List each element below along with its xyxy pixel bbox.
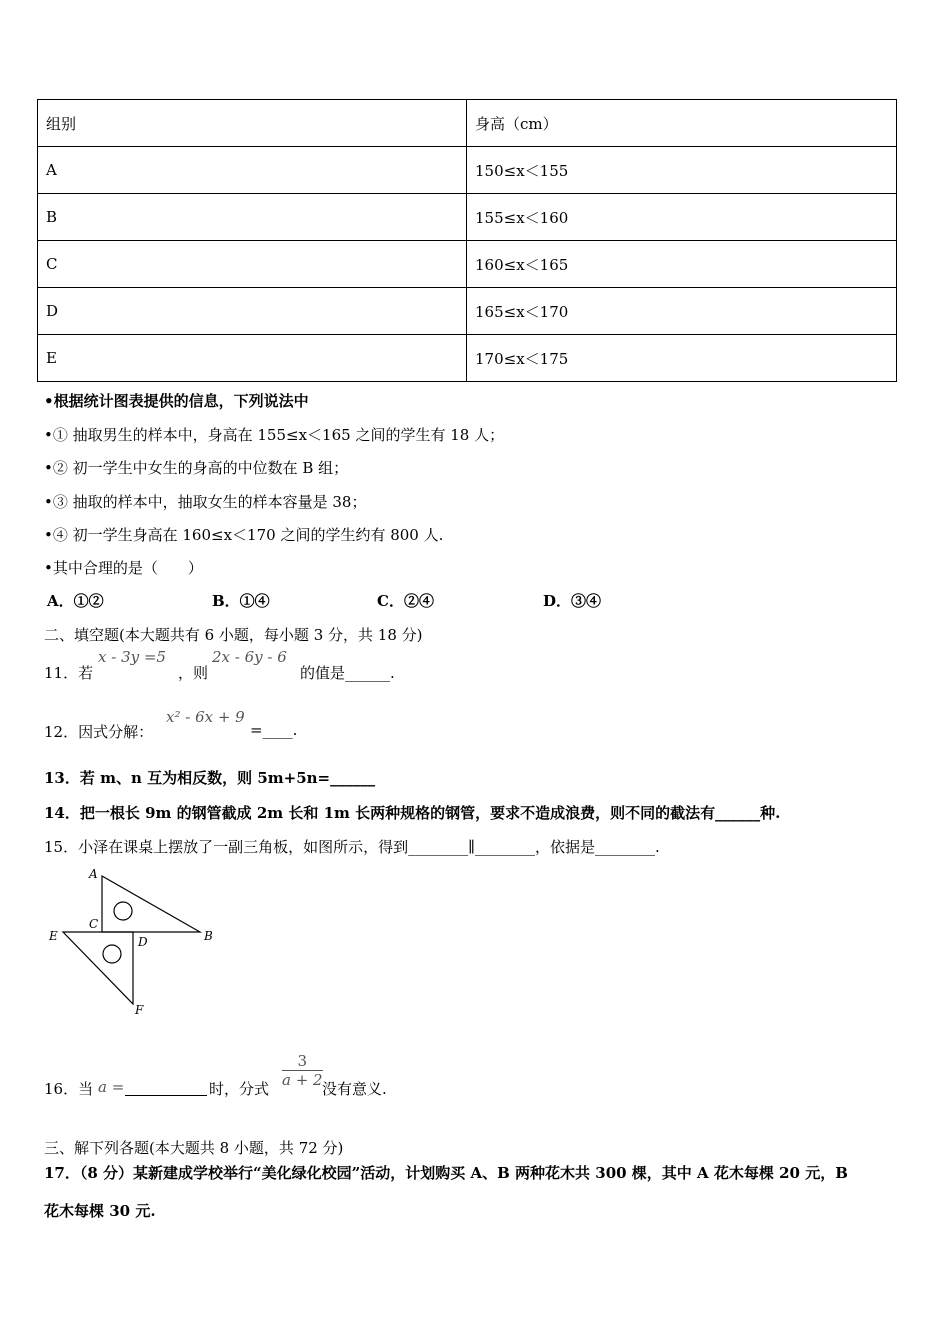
option-c[interactable]: C．②④ [377, 592, 434, 610]
q10-statement-2: •② 初一学生中女生的身高的中位数在 B 组； [44, 459, 349, 477]
table-row [38, 194, 897, 241]
triangle-hole-bottom [103, 945, 121, 963]
q10-statement-1: •① 抽取男生的样本中，身高在 155≤x＜165 之间的学生有 18 人； [44, 426, 505, 444]
height-group-table [37, 99, 897, 382]
q10-question: •其中合理的是（ ） [44, 559, 203, 577]
fraction-denominator: a + 2 [282, 1071, 323, 1089]
q13-text: 13．若 m、n 互为相反数，则 5m+5n=______ [44, 769, 376, 787]
triangle-set-figure [45, 866, 225, 1026]
option-d[interactable]: D．③④ [543, 592, 602, 610]
section-2-heading: 二、填空题(本大题共有 6 小题，每小题 3 分，共 18 分) [44, 626, 423, 644]
triangle-hole-top [114, 902, 132, 920]
table-row [38, 147, 897, 194]
q10-intro: •根据统计图表提供的信息，下列说法中 [44, 392, 309, 410]
table-header-cell: 身高（cm） [467, 100, 897, 147]
q10-statement-3: •③ 抽取的样本中，抽取女生的样本容量是 38； [44, 493, 367, 511]
table-cell: A [38, 147, 467, 194]
table-cell: 160≤x＜165 [467, 241, 897, 288]
q11-equation: x - 3y =5 [98, 648, 166, 666]
q16-fraction [282, 1052, 323, 1089]
table-row [38, 335, 897, 382]
table-header-cell: 组别 [38, 100, 467, 147]
q12-polynomial: x² - 6x + 9 [166, 708, 245, 726]
table-cell: 165≤x＜170 [467, 288, 897, 335]
label-f: F [135, 1003, 144, 1017]
q16-answer-blank[interactable] [125, 1094, 207, 1096]
label-a: A [89, 867, 98, 881]
table-cell: C [38, 241, 467, 288]
table-row [38, 288, 897, 335]
q15-text: 15．小泽在课桌上摆放了一副三角板，如图所示，得到________∥________，依据是________. [44, 838, 660, 856]
q16-variable: a = [98, 1078, 125, 1096]
table-row [38, 241, 897, 288]
label-b: B [204, 929, 213, 943]
q16-suffix: 没有意义. [322, 1080, 387, 1098]
table-cell: 170≤x＜175 [467, 335, 897, 382]
triangle-edf [63, 932, 133, 1004]
label-d: D [138, 935, 148, 949]
option-b[interactable]: B．①④ [212, 592, 270, 610]
q10-statement-4: •④ 初一学生身高在 160≤x＜170 之间的学生约有 800 人. [44, 526, 444, 544]
q11-suffix: 的值是______. [300, 664, 395, 682]
table-cell: E [38, 335, 467, 382]
q16-prefix: 16．当 [44, 1080, 94, 1098]
q11-prefix: 11．若 [44, 664, 94, 682]
q12-prefix: 12．因式分解： [44, 723, 154, 741]
label-c: C [89, 917, 99, 931]
fraction-numerator: 3 [282, 1052, 323, 1071]
q11-then: ，则 [178, 664, 209, 682]
q16-middle: 时，分式 [209, 1080, 270, 1098]
table-cell: 155≤x＜160 [467, 194, 897, 241]
table-header-row [38, 100, 897, 147]
q14-text: 14．把一根长 9m 的钢管截成 2m 长和 1m 长两种规格的钢管，要求不造成浪费，则不同的截法有______种. [44, 804, 781, 822]
section-3-heading: 三、解下列各题(本大题共 8 小题，共 72 分) [44, 1139, 344, 1157]
label-e: E [49, 929, 58, 943]
table-cell: 150≤x＜155 [467, 147, 897, 194]
q12-suffix: =____. [250, 721, 298, 739]
table-cell: D [38, 288, 467, 335]
table-cell: B [38, 194, 467, 241]
q17-line-2: 花木每棵 30 元. [44, 1202, 156, 1220]
q17-line-1: 17．（8 分）某新建成学校举行“美化绿化校园”活动，计划购买 A、B 两种花木共 300 棵，其中 A 花木每棵 20 元，B [44, 1164, 848, 1182]
option-a[interactable]: A．①② [47, 592, 104, 610]
q11-expression: 2x - 6y - 6 [212, 648, 287, 666]
